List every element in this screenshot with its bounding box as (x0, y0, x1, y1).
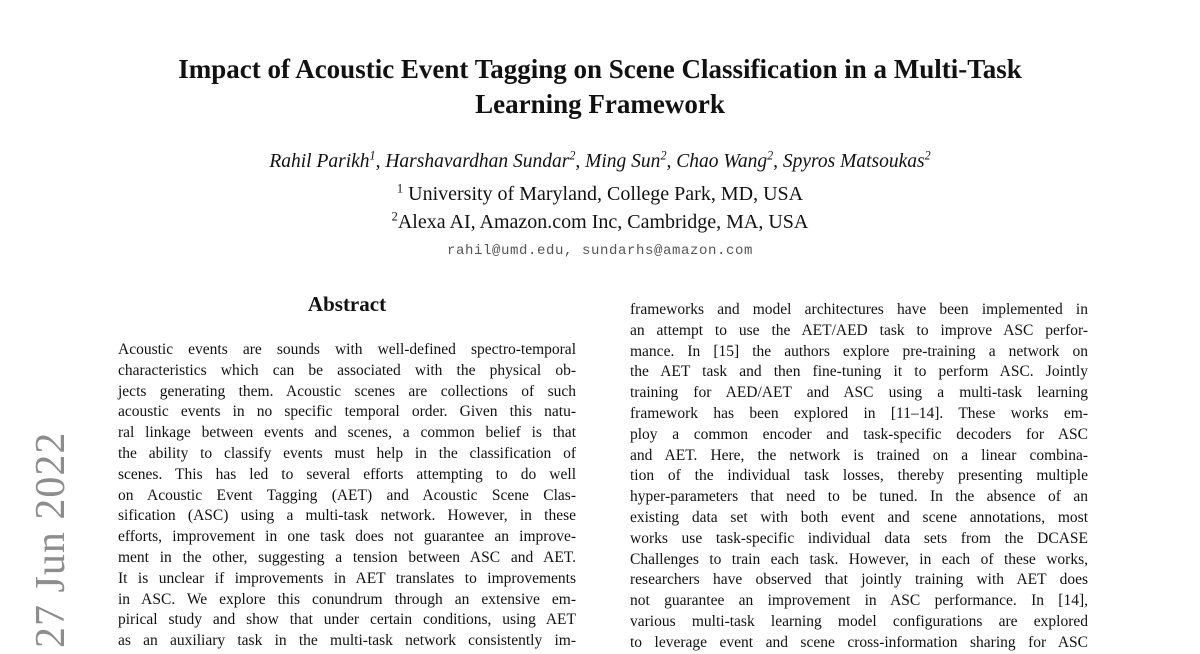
text-line: sification (ASC) using a multi-task network. However, in these (118, 507, 576, 525)
text-line: framework has been explored in [11–14]. These works em- (630, 404, 1088, 422)
email-line: rahil@umd.edu, sundarhs@amazon.com (446, 243, 754, 259)
author-name: Ming Sun (585, 151, 661, 172)
abstract-heading: Abstract (307, 292, 387, 316)
author-name: Chao Wang (676, 151, 768, 172)
text-line: mance. In [15] the authors explore pre-training a network on (630, 342, 1088, 360)
text-line: researchers have observed that jointly training with AET does (630, 571, 1088, 589)
affiliation-1: $^1$ University of Maryland, College Park, MD, USA (396, 181, 804, 205)
authors-line: Rahil Parikh$^1$, Harshavardhan Sundar$^2$, Ming Sun$^2$, Chao Wang$^2$, Spyros Matsoukas$^2$ (269, 148, 931, 172)
text-line: Challenges to train each task. However, in each of these works, (630, 550, 1088, 568)
text-line: Acoustic events are sounds with well-defined spectro-temporal (118, 341, 576, 358)
text-line: hyper-parameters that need to be tuned. In the absence of an (630, 488, 1088, 506)
text-line: ploy a common encoder and task-specific decoders for ASC (630, 425, 1088, 443)
text-line: works use task-specific individual data sets from the DCASE (630, 529, 1088, 547)
text-line: various multi-task learning model configurations are explored (630, 612, 1088, 630)
text-line: scenes. This has led to several efforts attempting to do well (118, 465, 576, 483)
author-affiliation-mark: 2 (924, 148, 931, 163)
text-line: ment in the other, suggesting a tension between ASC and AET. (118, 548, 576, 566)
author-affiliation-mark: 2 (569, 148, 576, 163)
text-line: tion of the individual task losses, thereby presenting multiple (630, 467, 1088, 485)
affiliation-2: $^2$Alexa AI, Amazon.com Inc, Cambridge, MA, USA (391, 208, 809, 233)
author-affiliation-mark: 2 (660, 148, 667, 163)
text-line: the AET task and then fine-tuning it to perform ASC. Jointly (630, 363, 1088, 381)
author-affiliation-mark: 1 (369, 148, 376, 163)
text-line: not guarantee an improvement in ASC performance. In [14], (630, 592, 1088, 610)
text-line: acoustic events in no specific temporal order. Given this natu- (118, 403, 576, 421)
text-line: jects generating them. Acoustic scenes are collections of such (118, 382, 576, 400)
text-line: frameworks and model architectures have been implemented in (630, 301, 1088, 318)
text-line: existing data set with both event and scene annotations, most (630, 508, 1088, 526)
text-line: and AET. Here, the network is trained on a linear combina- (630, 446, 1088, 464)
paper-title-line-2: Learning Framework (475, 89, 725, 119)
text-line: ral linkage between events and scenes, a common belief is that (118, 424, 576, 442)
author-name: Harshavardhan Sundar (385, 151, 570, 172)
affiliation-mark: 2 (391, 208, 398, 223)
author-name: Rahil Parikh (269, 151, 370, 172)
text-line: training for AED/AET and ASC using a multi-task learning (630, 384, 1088, 402)
text-line: pirical study and show that under certain conditions, using AET (118, 611, 576, 629)
text-line: It is unclear if improvements in AET translates to improvements (118, 569, 576, 587)
right-body-column (630, 300, 1088, 654)
text-line: efforts, improvement in one task does not guarantee an improve- (118, 528, 576, 546)
text-line: characteristics which can be associated with the physical ob- (118, 361, 576, 379)
paper-title-line-1: Impact of Acoustic Event Tagging on Scene Classification in a Multi-Task (178, 54, 1022, 84)
author-affiliation-mark: 2 (767, 148, 774, 163)
text-line: the ability to classify events must help in the classification of (118, 444, 576, 462)
arxiv-date-watermark: 27 Jun 2022 (28, 431, 74, 648)
abstract-column (118, 340, 576, 652)
text-line: an attempt to use the AET/AED task to improve ASC perfor- (630, 321, 1088, 339)
text-line: on Acoustic Event Tagging (AET) and Acoustic Scene Clas- (118, 486, 576, 504)
affiliations-block (0, 181, 1200, 236)
text-line: in ASC. We explore this conundrum through an extensive em- (118, 590, 576, 608)
paper-title (0, 52, 1200, 122)
affiliation-mark: 1 (396, 181, 404, 196)
text-line: as an auxiliary task in the multi-task network consistently im- (118, 632, 576, 650)
text-line: to leverage event and scene cross-information sharing for ASC (630, 633, 1088, 651)
author-name: Spyros Matsoukas (782, 151, 925, 172)
